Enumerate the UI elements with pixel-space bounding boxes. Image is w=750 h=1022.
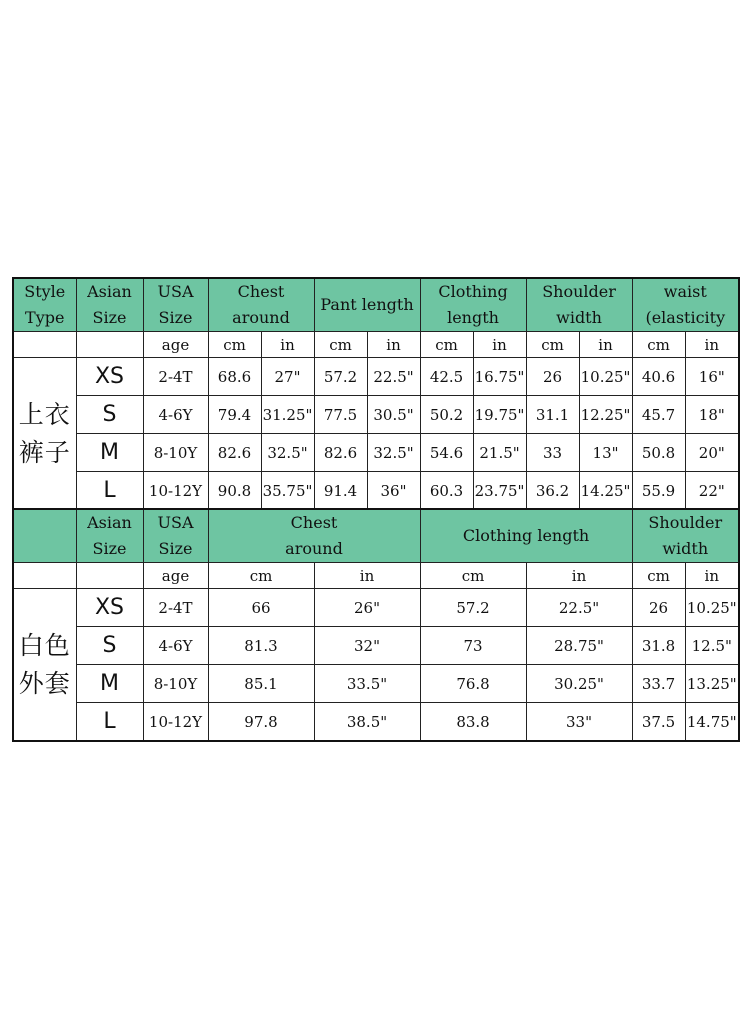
value-cell: 19.75" bbox=[473, 396, 526, 434]
value-cell: 28.75" bbox=[526, 627, 632, 665]
size-cell: M bbox=[76, 665, 143, 703]
value-cell: 10.25" bbox=[579, 358, 632, 396]
value-cell: 16" bbox=[685, 358, 739, 396]
age-cell: 4-6Y bbox=[143, 627, 208, 665]
table-row bbox=[13, 703, 739, 742]
clothing-length-header: Clothing length bbox=[420, 509, 632, 563]
value-cell: 31.25" bbox=[261, 396, 314, 434]
value-cell: 57.2 bbox=[420, 589, 526, 627]
value-cell: 13.25" bbox=[685, 665, 739, 703]
value-cell: 10.25" bbox=[685, 589, 739, 627]
size-cell: L bbox=[76, 472, 143, 511]
table-row bbox=[13, 472, 739, 511]
value-cell: 40.6 bbox=[632, 358, 685, 396]
value-cell: 31.8 bbox=[632, 627, 685, 665]
unit-cell: cm bbox=[208, 332, 261, 358]
header-row bbox=[13, 509, 739, 563]
value-cell: 85.1 bbox=[208, 665, 314, 703]
table-row bbox=[13, 358, 739, 396]
value-cell: 97.8 bbox=[208, 703, 314, 742]
table-row bbox=[13, 589, 739, 627]
shoulder-width-header: Shoulder width bbox=[526, 278, 632, 332]
size-cell: S bbox=[76, 396, 143, 434]
value-cell: 79.4 bbox=[208, 396, 261, 434]
value-cell: 82.6 bbox=[314, 434, 367, 472]
size-table-tops-pants bbox=[12, 277, 740, 511]
value-cell: 66 bbox=[208, 589, 314, 627]
value-cell: 68.6 bbox=[208, 358, 261, 396]
table-row bbox=[13, 665, 739, 703]
style-type-header: Style Type bbox=[13, 278, 76, 332]
value-cell: 23.75" bbox=[473, 472, 526, 511]
unit-cell: cm bbox=[632, 563, 685, 589]
value-cell: 55.9 bbox=[632, 472, 685, 511]
value-cell: 26 bbox=[632, 589, 685, 627]
chest-header: Chest around bbox=[208, 278, 314, 332]
value-cell: 26 bbox=[526, 358, 579, 396]
value-cell: 27" bbox=[261, 358, 314, 396]
group-label-white-jacket: 白色 外套 bbox=[13, 589, 76, 742]
unit-cell: in bbox=[314, 563, 420, 589]
age-cell: 8-10Y bbox=[143, 665, 208, 703]
value-cell: 57.2 bbox=[314, 358, 367, 396]
unit-cell: cm bbox=[420, 563, 526, 589]
value-cell: 22" bbox=[685, 472, 739, 511]
asian-size-header: Asian Size bbox=[76, 509, 143, 563]
table-row bbox=[13, 434, 739, 472]
usa-size-header: USA Size bbox=[143, 509, 208, 563]
value-cell: 22.5" bbox=[526, 589, 632, 627]
unit-cell: in bbox=[526, 563, 632, 589]
value-cell: 54.6 bbox=[420, 434, 473, 472]
unit-cell: cm bbox=[208, 563, 314, 589]
clothing-length-header: Clothing length bbox=[420, 278, 526, 332]
blank-cell bbox=[76, 563, 143, 589]
unit-cell: in bbox=[579, 332, 632, 358]
value-cell: 33.7 bbox=[632, 665, 685, 703]
value-cell: 14.75" bbox=[685, 703, 739, 742]
value-cell: 32.5" bbox=[367, 434, 420, 472]
unit-cell: in bbox=[367, 332, 420, 358]
age-cell: 8-10Y bbox=[143, 434, 208, 472]
size-cell: XS bbox=[76, 358, 143, 396]
value-cell: 91.4 bbox=[314, 472, 367, 511]
value-cell: 30.5" bbox=[367, 396, 420, 434]
unit-cell: in bbox=[685, 563, 739, 589]
header-row bbox=[13, 278, 739, 332]
size-cell: S bbox=[76, 627, 143, 665]
value-cell: 20" bbox=[685, 434, 739, 472]
unit-cell: in bbox=[261, 332, 314, 358]
value-cell: 76.8 bbox=[420, 665, 526, 703]
value-cell: 18" bbox=[685, 396, 739, 434]
value-cell: 32" bbox=[314, 627, 420, 665]
blank-cell bbox=[13, 332, 76, 358]
value-cell: 26" bbox=[314, 589, 420, 627]
value-cell: 16.75" bbox=[473, 358, 526, 396]
value-cell: 42.5 bbox=[420, 358, 473, 396]
value-cell: 31.1 bbox=[526, 396, 579, 434]
age-cell: 4-6Y bbox=[143, 396, 208, 434]
size-cell: M bbox=[76, 434, 143, 472]
value-cell: 81.3 bbox=[208, 627, 314, 665]
pant-length-header: Pant length bbox=[314, 278, 420, 332]
value-cell: 50.8 bbox=[632, 434, 685, 472]
age-cell: 2-4T bbox=[143, 589, 208, 627]
unit-cell: cm bbox=[526, 332, 579, 358]
value-cell: 38.5" bbox=[314, 703, 420, 742]
table-row bbox=[13, 396, 739, 434]
value-cell: 14.25" bbox=[579, 472, 632, 511]
group-label-tops-pants: 上衣 裤子 bbox=[13, 358, 76, 511]
value-cell: 83.8 bbox=[420, 703, 526, 742]
value-cell: 12.5" bbox=[685, 627, 739, 665]
value-cell: 82.6 bbox=[208, 434, 261, 472]
size-cell: L bbox=[76, 703, 143, 742]
value-cell: 35.75" bbox=[261, 472, 314, 511]
value-cell: 33" bbox=[526, 703, 632, 742]
value-cell: 33 bbox=[526, 434, 579, 472]
unit-cell: cm bbox=[314, 332, 367, 358]
blank-cell bbox=[13, 563, 76, 589]
unit-cell: cm bbox=[420, 332, 473, 358]
unit-row bbox=[13, 563, 739, 589]
value-cell: 50.2 bbox=[420, 396, 473, 434]
asian-size-header: Asian Size bbox=[76, 278, 143, 332]
shoulder-width-header: Shoulder width bbox=[632, 509, 739, 563]
unit-cell: age bbox=[143, 563, 208, 589]
value-cell: 37.5 bbox=[632, 703, 685, 742]
value-cell: 21.5" bbox=[473, 434, 526, 472]
unit-row bbox=[13, 332, 739, 358]
value-cell: 36" bbox=[367, 472, 420, 511]
unit-cell: age bbox=[143, 332, 208, 358]
value-cell: 90.8 bbox=[208, 472, 261, 511]
value-cell: 36.2 bbox=[526, 472, 579, 511]
value-cell: 60.3 bbox=[420, 472, 473, 511]
chest-header: Chest around bbox=[208, 509, 420, 563]
table-row bbox=[13, 627, 739, 665]
unit-cell: in bbox=[685, 332, 739, 358]
value-cell: 12.25" bbox=[579, 396, 632, 434]
value-cell: 45.7 bbox=[632, 396, 685, 434]
age-cell: 2-4T bbox=[143, 358, 208, 396]
value-cell: 13" bbox=[579, 434, 632, 472]
value-cell: 77.5 bbox=[314, 396, 367, 434]
value-cell: 22.5" bbox=[367, 358, 420, 396]
usa-size-header: USA Size bbox=[143, 278, 208, 332]
value-cell: 73 bbox=[420, 627, 526, 665]
blank-cell bbox=[76, 332, 143, 358]
unit-cell: in bbox=[473, 332, 526, 358]
size-cell: XS bbox=[76, 589, 143, 627]
waist-header: waist (elasticity bbox=[632, 278, 739, 332]
value-cell: 32.5" bbox=[261, 434, 314, 472]
value-cell: 33.5" bbox=[314, 665, 420, 703]
size-table-white-jacket bbox=[12, 508, 740, 742]
unit-cell: cm bbox=[632, 332, 685, 358]
value-cell: 30.25" bbox=[526, 665, 632, 703]
age-cell: 10-12Y bbox=[143, 703, 208, 742]
age-cell: 10-12Y bbox=[143, 472, 208, 511]
blank-header bbox=[13, 509, 76, 563]
